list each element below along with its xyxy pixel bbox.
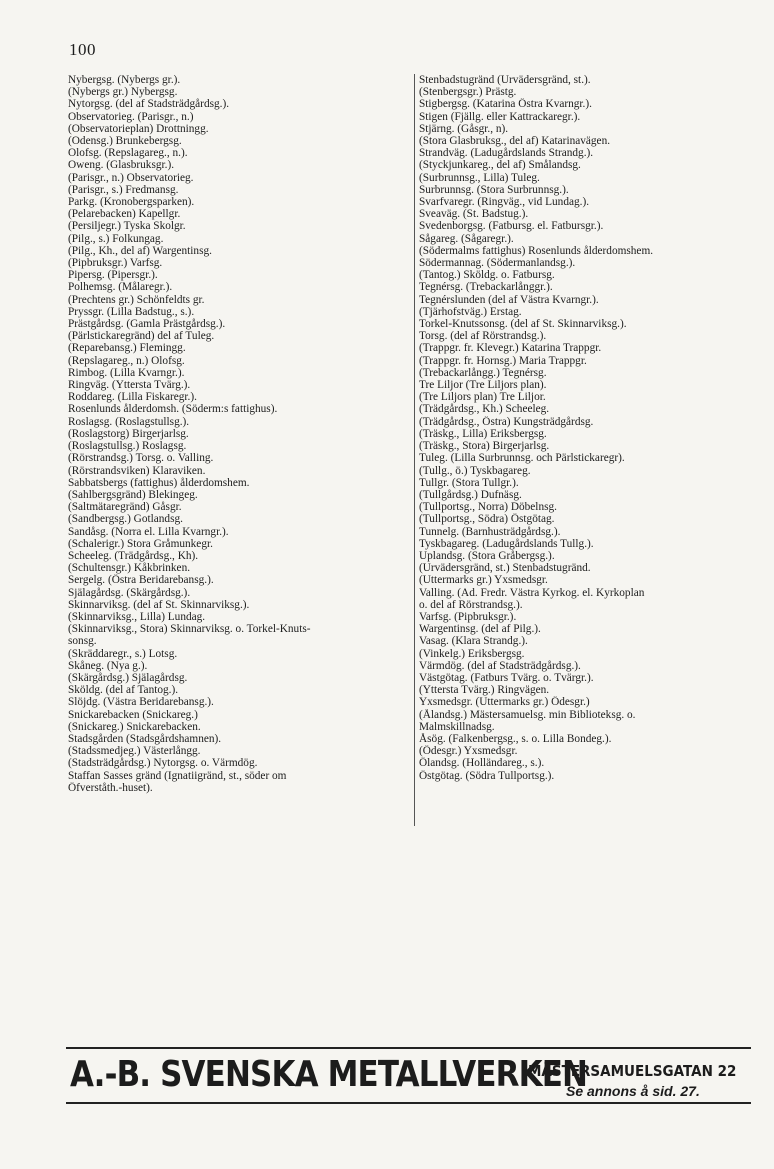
- street-entry: (Skräddaregr., s.) Lotsg.: [68, 647, 178, 660]
- street-entry: Tre Liljor (Tre Liljors plan).: [419, 379, 547, 392]
- street-entry: (Parisgr., s.) Fredmansg.: [68, 183, 179, 196]
- street-entry: Pipersg. (Pipersgr.).: [68, 269, 158, 282]
- street-entry: (Tullportsg., Norra) Döbelnsg.: [419, 501, 557, 514]
- street-entry: (Trappgr. fr. Hornsg.) Maria Trappgr.: [419, 354, 587, 367]
- street-entry: (Tullgårdsg.) Dufnäsg.: [419, 488, 522, 501]
- street-entry: (Schalerigr.) Stora Gråmunkegr.: [68, 537, 213, 550]
- street-entry: Stadsgården (Stadsgårdshamnen).: [68, 732, 222, 745]
- street-entry: (Skinnarviksg., Stora) Skinnarviksg. o. Torkel-Knuts-: [68, 623, 311, 636]
- street-entry: Nytorgsg. (del af Stadsträdgårdsg.).: [68, 98, 230, 111]
- street-entry: Tunnelg. (Barnhusträdgårdsg.).: [419, 525, 561, 538]
- street-entry: (Stadssmedjeg.) Västerlångg.: [68, 745, 201, 758]
- street-entry: (Saltmätaregränd) Gåsgr.: [68, 501, 182, 514]
- street-entry: (Nybergs gr.) Nybergsg.: [68, 86, 178, 99]
- street-entry: Svedenborgsg. (Fatbursg. el. Fatbursgr.).: [419, 220, 604, 233]
- street-entry: Skinnarviksg. (del af St. Skinnarviksg.).: [68, 598, 250, 611]
- street-entry: Roslagsg. (Roslagstullsg.).: [68, 415, 190, 428]
- street-entry: (Pilg., s.) Folkungag.: [68, 232, 164, 245]
- street-entry: Sandåsg. (Norra el. Lilla Kvarngr.).: [68, 525, 229, 538]
- street-entry: (Rörstrandsg.) Torsg. o. Valling.: [68, 452, 214, 465]
- street-entry: Olofsg. (Repslagareg., n.).: [68, 147, 188, 160]
- street-entry: Rosenlunds ålderdomsh. (Söderm:s fattighus).: [68, 403, 278, 416]
- street-entry: (Stadsträdgårdsg.) Nytorgsg. o. Värmdög.: [68, 757, 258, 770]
- street-entry: (Pelarebacken) Kapellgr.: [68, 208, 181, 221]
- street-entry: (Pärlstickaregränd) del af Tuleg.: [68, 330, 215, 343]
- street-entry: (Uttermarks gr.) Yxsmedsgr.: [419, 574, 548, 587]
- street-entry: Strandväg. (Ladugårdslands Strandg.).: [419, 147, 594, 160]
- street-entry: (Tjärhofstväg.) Erstag.: [419, 305, 522, 318]
- street-entry: (Pilg., Kh., del af) Wargentinsg.: [68, 244, 212, 257]
- street-entry: Åsög. (Falkenbergsg., s. o. Lilla Bondeg.).: [419, 732, 612, 745]
- street-entry: (Vinkelg.) Eriksbergsg.: [419, 647, 525, 660]
- street-entry: (Styckjunkareg., del af) Smålandsg.: [419, 159, 581, 172]
- street-entry: Skåneg. (Nya g.).: [68, 659, 148, 672]
- street-entry: (Trebackarlångg.) Tegnérsg.: [419, 366, 547, 379]
- street-entry: Parkg. (Kronobergsparken).: [68, 196, 195, 209]
- street-entry: Västgötag. (Fatburs Tvärg. o. Tvärgr.).: [419, 671, 594, 684]
- street-entry: (Skärgårdsg.) Själagårdsg.: [68, 671, 188, 684]
- street-entry: (Trädgårdsg., Kh.) Scheeleg.: [419, 403, 550, 416]
- street-entry: Stigbergsg. (Katarina Östra Kvarngr.).: [419, 98, 592, 111]
- street-entry: (Skinnarviksg., Lilla) Lundag.: [68, 610, 206, 623]
- street-entry: Stigen (Fjällg. eller Kattrackaregr.).: [419, 110, 581, 123]
- street-entry: (Reparebansg.) Flemingg.: [68, 342, 186, 355]
- page-number: 100: [69, 40, 96, 59]
- street-entry: Torsg. (del af Rörstrandsg.).: [419, 330, 547, 343]
- street-entry: Värmdög. (del af Stadsträdgårdsg.).: [419, 659, 581, 672]
- street-entry: Sergelg. (Östra Beridarebansg.).: [68, 574, 214, 587]
- street-entry: (Observatorieplan) Drottningg.: [68, 122, 209, 135]
- street-entry: sonsg.: [68, 635, 97, 648]
- street-entry: (Rörstrandsviken) Klaraviken.: [68, 464, 206, 477]
- street-entry: (Sahlbergsgränd) Blekingeg.: [68, 488, 198, 501]
- street-entry: Nybergsg. (Nybergs gr.).: [68, 74, 181, 86]
- street-entry: Torkel-Knutssonsg. (del af St. Skinnarviksg.).: [419, 318, 627, 331]
- street-entry: (Södermalms fattighus) Rosenlunds ålderdomshem.: [419, 244, 654, 257]
- street-entry: Vasag. (Klara Strandg.).: [419, 635, 528, 648]
- street-entry: (Roslagstullsg.) Roslagsg.: [68, 440, 187, 453]
- street-entry: Polhemsg. (Målaregr.).: [68, 281, 173, 294]
- left-column: [68, 74, 408, 794]
- street-entry: Observatorieg. (Parisgr., n.): [68, 110, 194, 123]
- ad-top-rule: [66, 1047, 751, 1049]
- street-entry: o. del af Rörstrandsg.).: [419, 598, 523, 611]
- street-entry: Tegnérslunden (del af Västra Kvarngr.).: [419, 293, 599, 306]
- street-entry: (Trädgårdsg., Östra) Kungsträdgårdsg.: [419, 415, 594, 428]
- street-entry: (Parisgr., n.) Observatorieg.: [68, 171, 194, 184]
- ad-bottom-rule: [66, 1102, 751, 1104]
- street-entry: Tegnérsg. (Trebackarlånggr.).: [419, 281, 553, 294]
- street-entry: Snickarebacken (Snickareg.): [68, 708, 198, 721]
- street-entry: (Repslagareg., n.) Olofsg.: [68, 354, 185, 367]
- street-entry: (Tullg., ö.) Tyskbagareg.: [419, 464, 531, 477]
- street-entry: Östgötag. (Södra Tullportsg.).: [419, 769, 555, 782]
- street-entry: Varfsg. (Pipbruksgr.).: [419, 610, 517, 623]
- street-entry: Tullgr. (Stora Tullgr.).: [419, 476, 519, 489]
- street-entry: Tyskbagareg. (Ladugårdslands Tullg.).: [419, 537, 594, 550]
- street-entry: Tuleg. (Lilla Surbrunnsg. och Pärlstickaregr).: [419, 452, 625, 465]
- street-entry: (Träskg., Stora) Birgerjarlsg.: [419, 440, 550, 453]
- street-entry: Ringväg. (Yttersta Tvärg.).: [68, 379, 191, 392]
- street-entry: Sågareg. (Sågaregr.).: [419, 232, 514, 245]
- ad-company-name: A.-B. SVENSKA METALLVERKEN: [70, 1054, 588, 1095]
- street-entry: (Träskg., Lilla) Eriksbergsg.: [419, 427, 547, 440]
- street-entry: (Prechtens gr.) Schönfeldts gr.: [68, 293, 205, 306]
- street-entry: (Ålandsg.) Mästersamuelsg. min Biblioteksg. o.: [419, 708, 636, 721]
- street-entry: Södermannag. (Södermanlandsg.).: [419, 257, 576, 270]
- street-entry: (Odensg.) Brunkebergsg.: [68, 135, 182, 148]
- street-entry: Oweng. (Glasbruksgr.).: [68, 159, 175, 172]
- street-entry: Sabbatsbergs (fattighus) ålderdomshem.: [68, 476, 250, 489]
- street-entry: Stenbadstugränd (Urvädersgränd, st.).: [419, 74, 591, 86]
- street-entry: Sköldg. (del af Tantog.).: [68, 684, 179, 697]
- street-entry: (Sandbergsg.) Gotlandsg.: [68, 513, 183, 526]
- street-entry: Stjärng. (Gåsgr., n).: [419, 122, 509, 135]
- street-entry: Yxsmedsgr. (Uttermarks gr.) Ödesgr.): [419, 696, 590, 709]
- street-entry: Roddareg. (Lilla Fiskaregr.).: [68, 391, 197, 404]
- street-entry: Prästgårdsg. (Gamla Prästgårdsg.).: [68, 318, 226, 331]
- street-entry: (Stora Glasbruksg., del af) Katarinavägen.: [419, 135, 611, 148]
- ad-address: MÄSTERSAMUELSGATAN 22: [528, 1062, 737, 1080]
- right-column: [414, 74, 774, 826]
- street-entry: Wargentinsg. (del af Pilg.).: [419, 623, 541, 636]
- street-entry: (Tullportsg., Södra) Östgötag.: [419, 513, 555, 526]
- street-entry: Surbrunnsg. (Stora Surbrunnsg.).: [419, 183, 569, 196]
- street-entry: (Stenbergsgr.) Prästg.: [419, 86, 517, 99]
- street-entry: Valling. (Ad. Fredr. Västra Kyrkog. el. Kyrkoplan: [419, 586, 645, 599]
- street-entry: (Persiljegr.) Tyska Skolgr.: [68, 220, 186, 233]
- street-entry: Svarfvaregr. (Ringväg., vid Lundag.).: [419, 196, 590, 209]
- street-entry: Rimbog. (Lilla Kvarngr.).: [68, 366, 185, 379]
- street-entry: Sveaväg. (St. Badstug.).: [419, 208, 529, 221]
- street-entry: Malmskillnadsg.: [419, 720, 495, 733]
- street-entry: (Snickareg.) Snickarebacken.: [68, 720, 201, 733]
- street-entry: Scheeleg. (Trädgårdsg., Kh).: [68, 549, 199, 562]
- street-entry: (Schultensgr.) Kåkbrinken.: [68, 562, 191, 575]
- street-entry: (Urvädersgränd, st.) Stenbadstugränd.: [419, 562, 591, 575]
- street-entry: (Surbrunnsg., Lilla) Tuleg.: [419, 171, 540, 184]
- street-entry: (Ödesgr.) Yxsmedsgr.: [419, 745, 518, 758]
- street-entry: (Tre Liljors plan) Tre Liljor.: [419, 391, 546, 404]
- ad-page-reference: Se annons å sid. 27.: [566, 1083, 700, 1099]
- street-entry: (Trappgr. fr. Klevegr.) Katarina Trappgr.: [419, 342, 602, 355]
- street-entry: Uplandsg. (Stora Gråbergsg.).: [419, 549, 555, 562]
- street-entry: Slöjdg. (Västra Beridarebansg.).: [68, 696, 214, 709]
- street-entry: (Tantog.) Sköldg. o. Fatbursg.: [419, 269, 555, 282]
- street-entry: Pryssgr. (Lilla Badstug., s.).: [68, 305, 195, 318]
- street-entry: Öfverståth.-huset).: [68, 781, 153, 794]
- street-entry: Själagårdsg. (Skärgårdsg.).: [68, 586, 191, 599]
- street-entry: Staffan Sasses gränd (Ignatiigränd, st., söder om: [68, 769, 287, 782]
- street-entry: Ölandsg. (Holländareg., s.).: [419, 757, 545, 770]
- street-entry: (Pipbruksgr.) Varfsg.: [68, 257, 163, 270]
- street-entry: (Roslagstorg) Birgerjarlsg.: [68, 427, 189, 440]
- street-entry: (Yttersta Tvärg.) Ringvägen.: [419, 684, 550, 697]
